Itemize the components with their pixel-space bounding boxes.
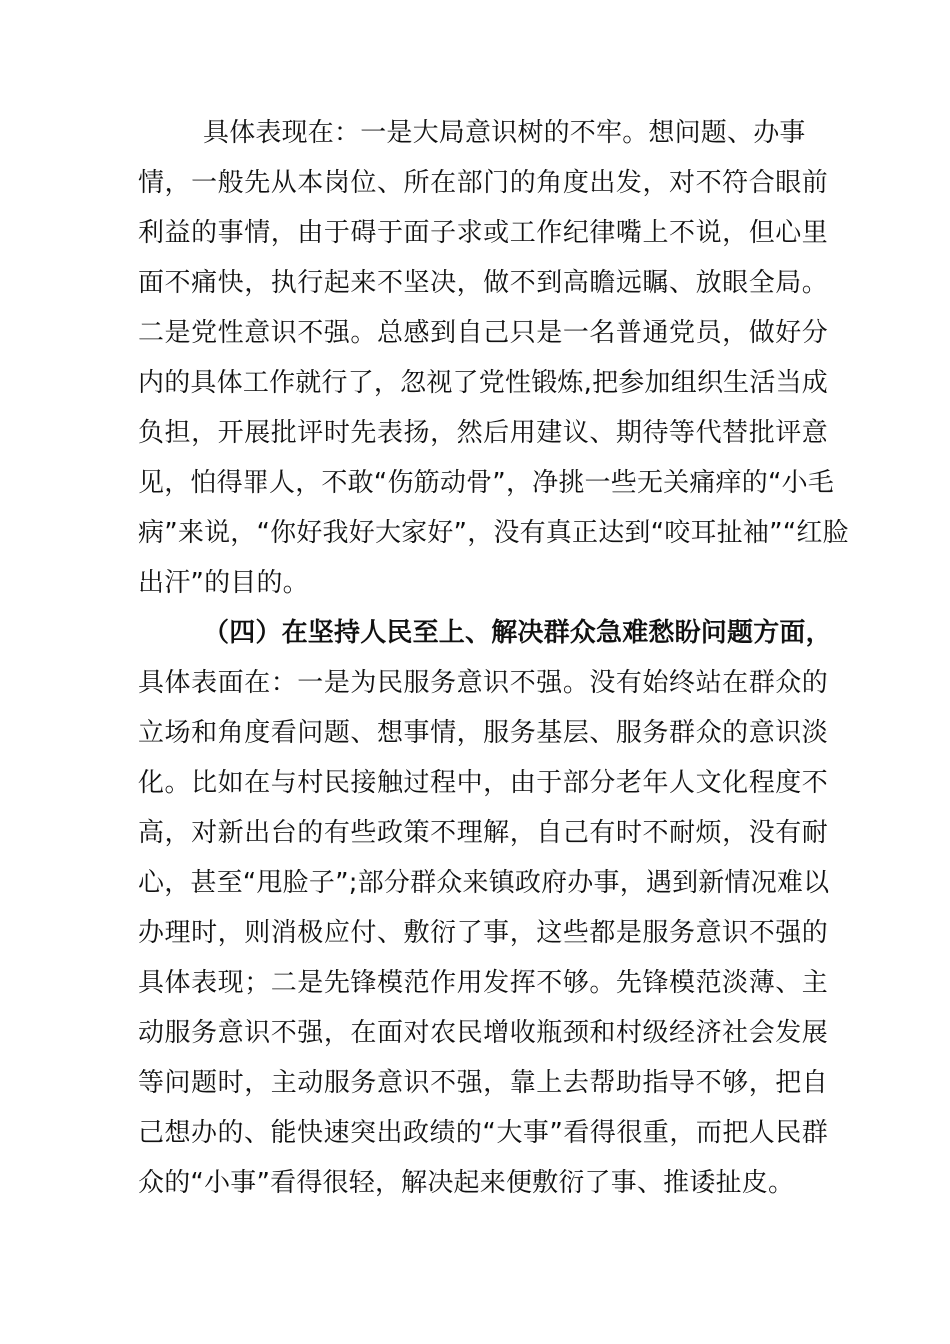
section-4-line-11: 众的“小事”看得很轻，解决起来便敷衍了事、推诿扯皮。 (138, 1168, 795, 1198)
paragraph-1-line-5: 二是党性意识不强。总感到自己只是一名普通党员，做好分 (138, 318, 828, 348)
section-4-line-1: 具体表面在：一是为民服务意识不强。没有始终站在群众的 (138, 668, 828, 698)
paragraph-1-line-4: 面不痛快，执行起来不坚决，做不到高瞻远瞩、放眼全局。 (138, 268, 828, 298)
section-4-line-4: 高，对新出台的有些政策不理解，自己有时不耐烦，没有耐 (138, 818, 828, 848)
paragraph-1-line-6: 内的具体工作就行了，忽视了党性锻炼,把参加组织生活当成 (138, 368, 828, 398)
section-4-heading: （四）在坚持人民至上、解决群众急难愁盼问题方面， (203, 618, 832, 648)
paragraph-1-line-1: 具体表现在：一是大局意识树的不牢。想问题、办事 (203, 118, 806, 148)
paragraph-1-line-9: 病”来说，“你好我好大家好”，没有真正达到“咬耳扯袖”“红脸 (138, 518, 849, 548)
section-4-line-2: 立场和角度看问题、想事情，服务基层、服务群众的意识淡 (138, 718, 828, 748)
section-4-line-3: 化。比如在与村民接触过程中，由于部分老年人文化程度不 (138, 768, 828, 798)
section-4-line-6: 办理时，则消极应付、敷衍了事，这些都是服务意识不强的 (138, 918, 828, 948)
section-4-line-8: 动服务意识不强，在面对农民增收瓶颈和村级经济社会发展 (138, 1018, 828, 1048)
section-4-line-5: 心，甚至“甩脸子”;部分群众来镇政府办事，遇到新情况难以 (138, 868, 830, 898)
paragraph-1-line-7: 负担，开展批评时先表扬，然后用建议、期待等代替批评意 (138, 418, 828, 448)
section-4-line-10: 己想办的、能快速突出政绩的“大事”看得很重，而把人民群 (138, 1118, 828, 1148)
paragraph-1-line-8: 见，怕得罪人，不敢“伤筋动骨”，净挑一些无关痛痒的“小毛 (138, 468, 835, 498)
section-4-line-7: 具体表现；二是先锋模范作用发挥不够。先锋模范淡薄、主 (138, 968, 828, 998)
paragraph-1-line-2: 情，一般先从本岗位、所在部门的角度出发，对不符合眼前 (138, 168, 828, 198)
section-4-line-9: 等问题时，主动服务意识不强，靠上去帮助指导不够，把自 (138, 1068, 828, 1098)
paragraph-1-line-10: 出汗”的目的。 (138, 568, 309, 598)
paragraph-1-line-3: 利益的事情，由于碍于面子求或工作纪律嘴上不说，但心里 (138, 218, 828, 248)
